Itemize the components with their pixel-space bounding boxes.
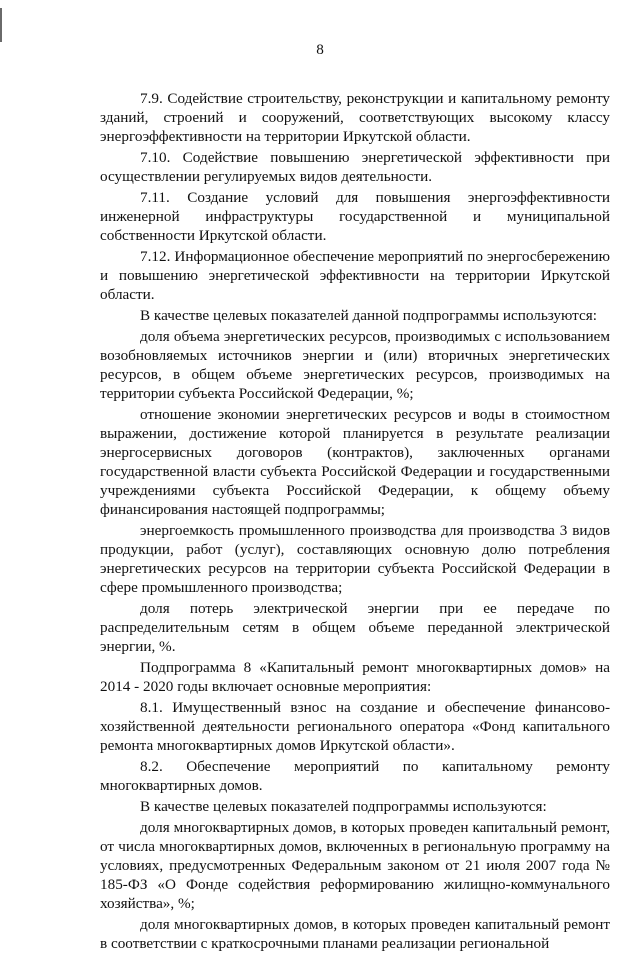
page-number: 8 [316,41,324,58]
paragraph-indicator-savings: отношение экономии энергетических ресурсов и воды в стоимостном выражении, достижение которой планируется в результате реализации энергосервисных договоров (контрактов), заключенных органами государственной власти субъекта Российской Федерации и государственными учреждениями субъекта Российской Федерации, к общему объему финансирования настоящей подпрограммы; [100,406,610,518]
paragraph-7-10: 7.10. Содействие повышению энергетической эффективности при осуществлении регулируемых видов деятельности. [100,149,610,185]
paragraph-indicator-losses: доля потерь электрической энергии при ее передаче по распределительным сетям в общем объеме переданной электрической энергии, %. [100,600,610,655]
paragraph-indicator-renewables: доля объема энергетических ресурсов, производимых с использованием возобновляемых источников энергии и (или) вторичных энергетических ресурсов, в общем объеме энергетических ресурсов, производимых на территории субъекта Российской Федерации, %; [100,328,610,402]
paragraph-indicator-repaired-share: доля многоквартирных домов, в которых проведен капитальный ремонт, от числа многоквартирных домов, включенных в региональную программу на условиях, предусмотренных Федеральным законом от 21 июля 2007 года № 185-ФЗ «О Фонде содействия реформированию жилищно-коммунального хозяйства», %; [100,819,610,912]
paragraph-7-9: 7.9. Содействие строительству, реконструкции и капитальному ремонту зданий, строений и сооружений, соответствующих высокому классу энергоэффективности на территории Иркутской области. [100,90,610,145]
paragraph-indicator-repaired-plans: доля многоквартирных домов, в которых проведен капитальный ремонт в соответствии с краткосрочными планами реализации региональной [100,916,610,952]
paragraph-7-12: 7.12. Информационное обеспечение мероприятий по энергосбережению и повышению энергетической эффективности на территории Иркутской области. [100,248,610,303]
paragraph-indicators-intro: В качестве целевых показателей данной подпрограммы используются: [140,307,597,324]
scan-edge-mark [0,8,2,42]
paragraph-indicators-intro-2: В качестве целевых показателей подпрограммы используются: [140,798,547,815]
paragraph-8-2: 8.2. Обеспечение мероприятий по капитальному ремонту многоквартирных домов. [100,758,610,794]
document-body [100,89,610,955]
paragraph-7-11: 7.11. Создание условий для повышения энергоэффективности инженерной инфраструктуры государственной и муниципальной собственности Иркутской области. [100,189,610,244]
paragraph-indicator-energy-intensity: энергоемкость промышленного производства для производства 3 видов продукции, работ (услуг), составляющих основную долю потребления энергетических ресурсов на территории субъекта Российской Федерации в сфере промышленного производства; [100,522,610,596]
paragraph-subprogram-8: Подпрограмма 8 «Капитальный ремонт многоквартирных домов» на 2014 - 2020 годы включает основные мероприятия: [100,659,610,695]
paragraph-8-1: 8.1. Имущественный взнос на создание и обеспечение финансово-хозяйственной деятельности регионального оператора «Фонд капитального ремонта многоквартирных домов Иркутской области». [100,699,610,754]
